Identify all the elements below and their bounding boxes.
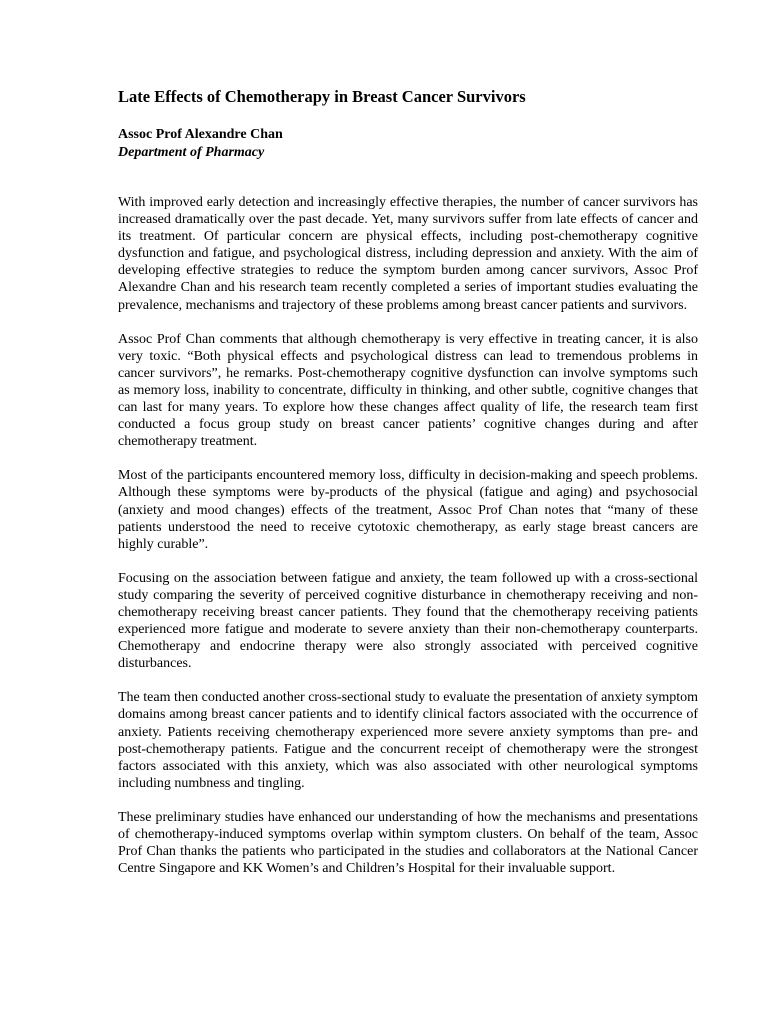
document-title: Late Effects of Chemotherapy in Breast Cancer Survivors (118, 87, 526, 106)
body-paragraph-6: These preliminary studies have enhanced our understanding of how the mechanisms and presentations of chemotherapy-induced symptoms overlap within symptom clusters. On behalf of the team, Assoc Prof Chan thanks the patients who participated in the studies and collaborators at the National Cancer Centre Singapore and KK Women’s and Children’s Hospital for their invaluable support. (118, 809, 698, 877)
body-paragraph-4: Focusing on the association between fatigue and anxiety, the team followed up with a cross-sectional study comparing the severity of perceived cognitive disturbance in chemotherapy receiving and non-chemotherapy receiving breast cancer patients. They found that the chemotherapy receiving patients experienced more fatigue and moderate to severe anxiety than their non-chemotherapy counterparts. Chemotherapy and endocrine therapy were also strongly associated with perceived cognitive disturbances. (118, 570, 698, 672)
document-page (118, 86, 698, 894)
body-paragraph-2: Assoc Prof Chan comments that although chemotherapy is very effective in treating cancer, it is also very toxic. “Both physical effects and psychological distress can lead to tremendous problems in cancer survivors”, he remarks. Post-chemotherapy cognitive dysfunction can involve symptoms such as memory loss, inability to concentrate, difficulty in thinking, and other subtle, cognitive changes that can last for many years. To explore how these changes affect quality of life, the research team first conducted a focus group study on breast cancer patients’ cognitive changes during and after chemotherapy treatment. (118, 331, 698, 450)
body-paragraph-5: The team then conducted another cross-sectional study to evaluate the presentation of anxiety symptom domains among breast cancer patients and to identify clinical factors associated with the occurrence of anxiety. Patients receiving chemotherapy experienced more severe anxiety symptoms than pre- and post-chemotherapy patients. Fatigue and the concurrent receipt of chemotherapy were the strongest factors associated with this anxiety, which was also associated with other neurological symptoms including numbness and tingling. (118, 690, 698, 791)
author-name: Assoc Prof Alexandre Chan (118, 127, 283, 142)
body-paragraph-1: With improved early detection and increasingly effective therapies, the number of cancer survivors has increased dramatically over the past decade. Yet, many survivors suffer from late effects of cancer and its treatment. Of particular concern are physical effects, including post-chemotherapy cognitive dysfunction and fatigue, and psychological distress, including depression and anxiety. With the aim of developing effective strategies to reduce the symptom burden among cancer survivors, Assoc Prof Alexandre Chan and his research team recently completed a series of important studies evaluating the prevalence, mechanisms and trajectory of these problems among breast cancer patients and survivors. (118, 195, 698, 313)
body-paragraph-3: Most of the participants encountered memory loss, difficulty in decision-making and speech problems. Although these symptoms were by-products of the physical (fatigue and aging) and psychosocial (anxiety and mood changes) effects of the treatment, Assoc Prof Chan notes that “many of these patients understood the need to receive cytotoxic chemotherapy, as early stage breast cancers are highly curable”. (118, 468, 698, 552)
author-department: Department of Pharmacy (118, 145, 265, 160)
